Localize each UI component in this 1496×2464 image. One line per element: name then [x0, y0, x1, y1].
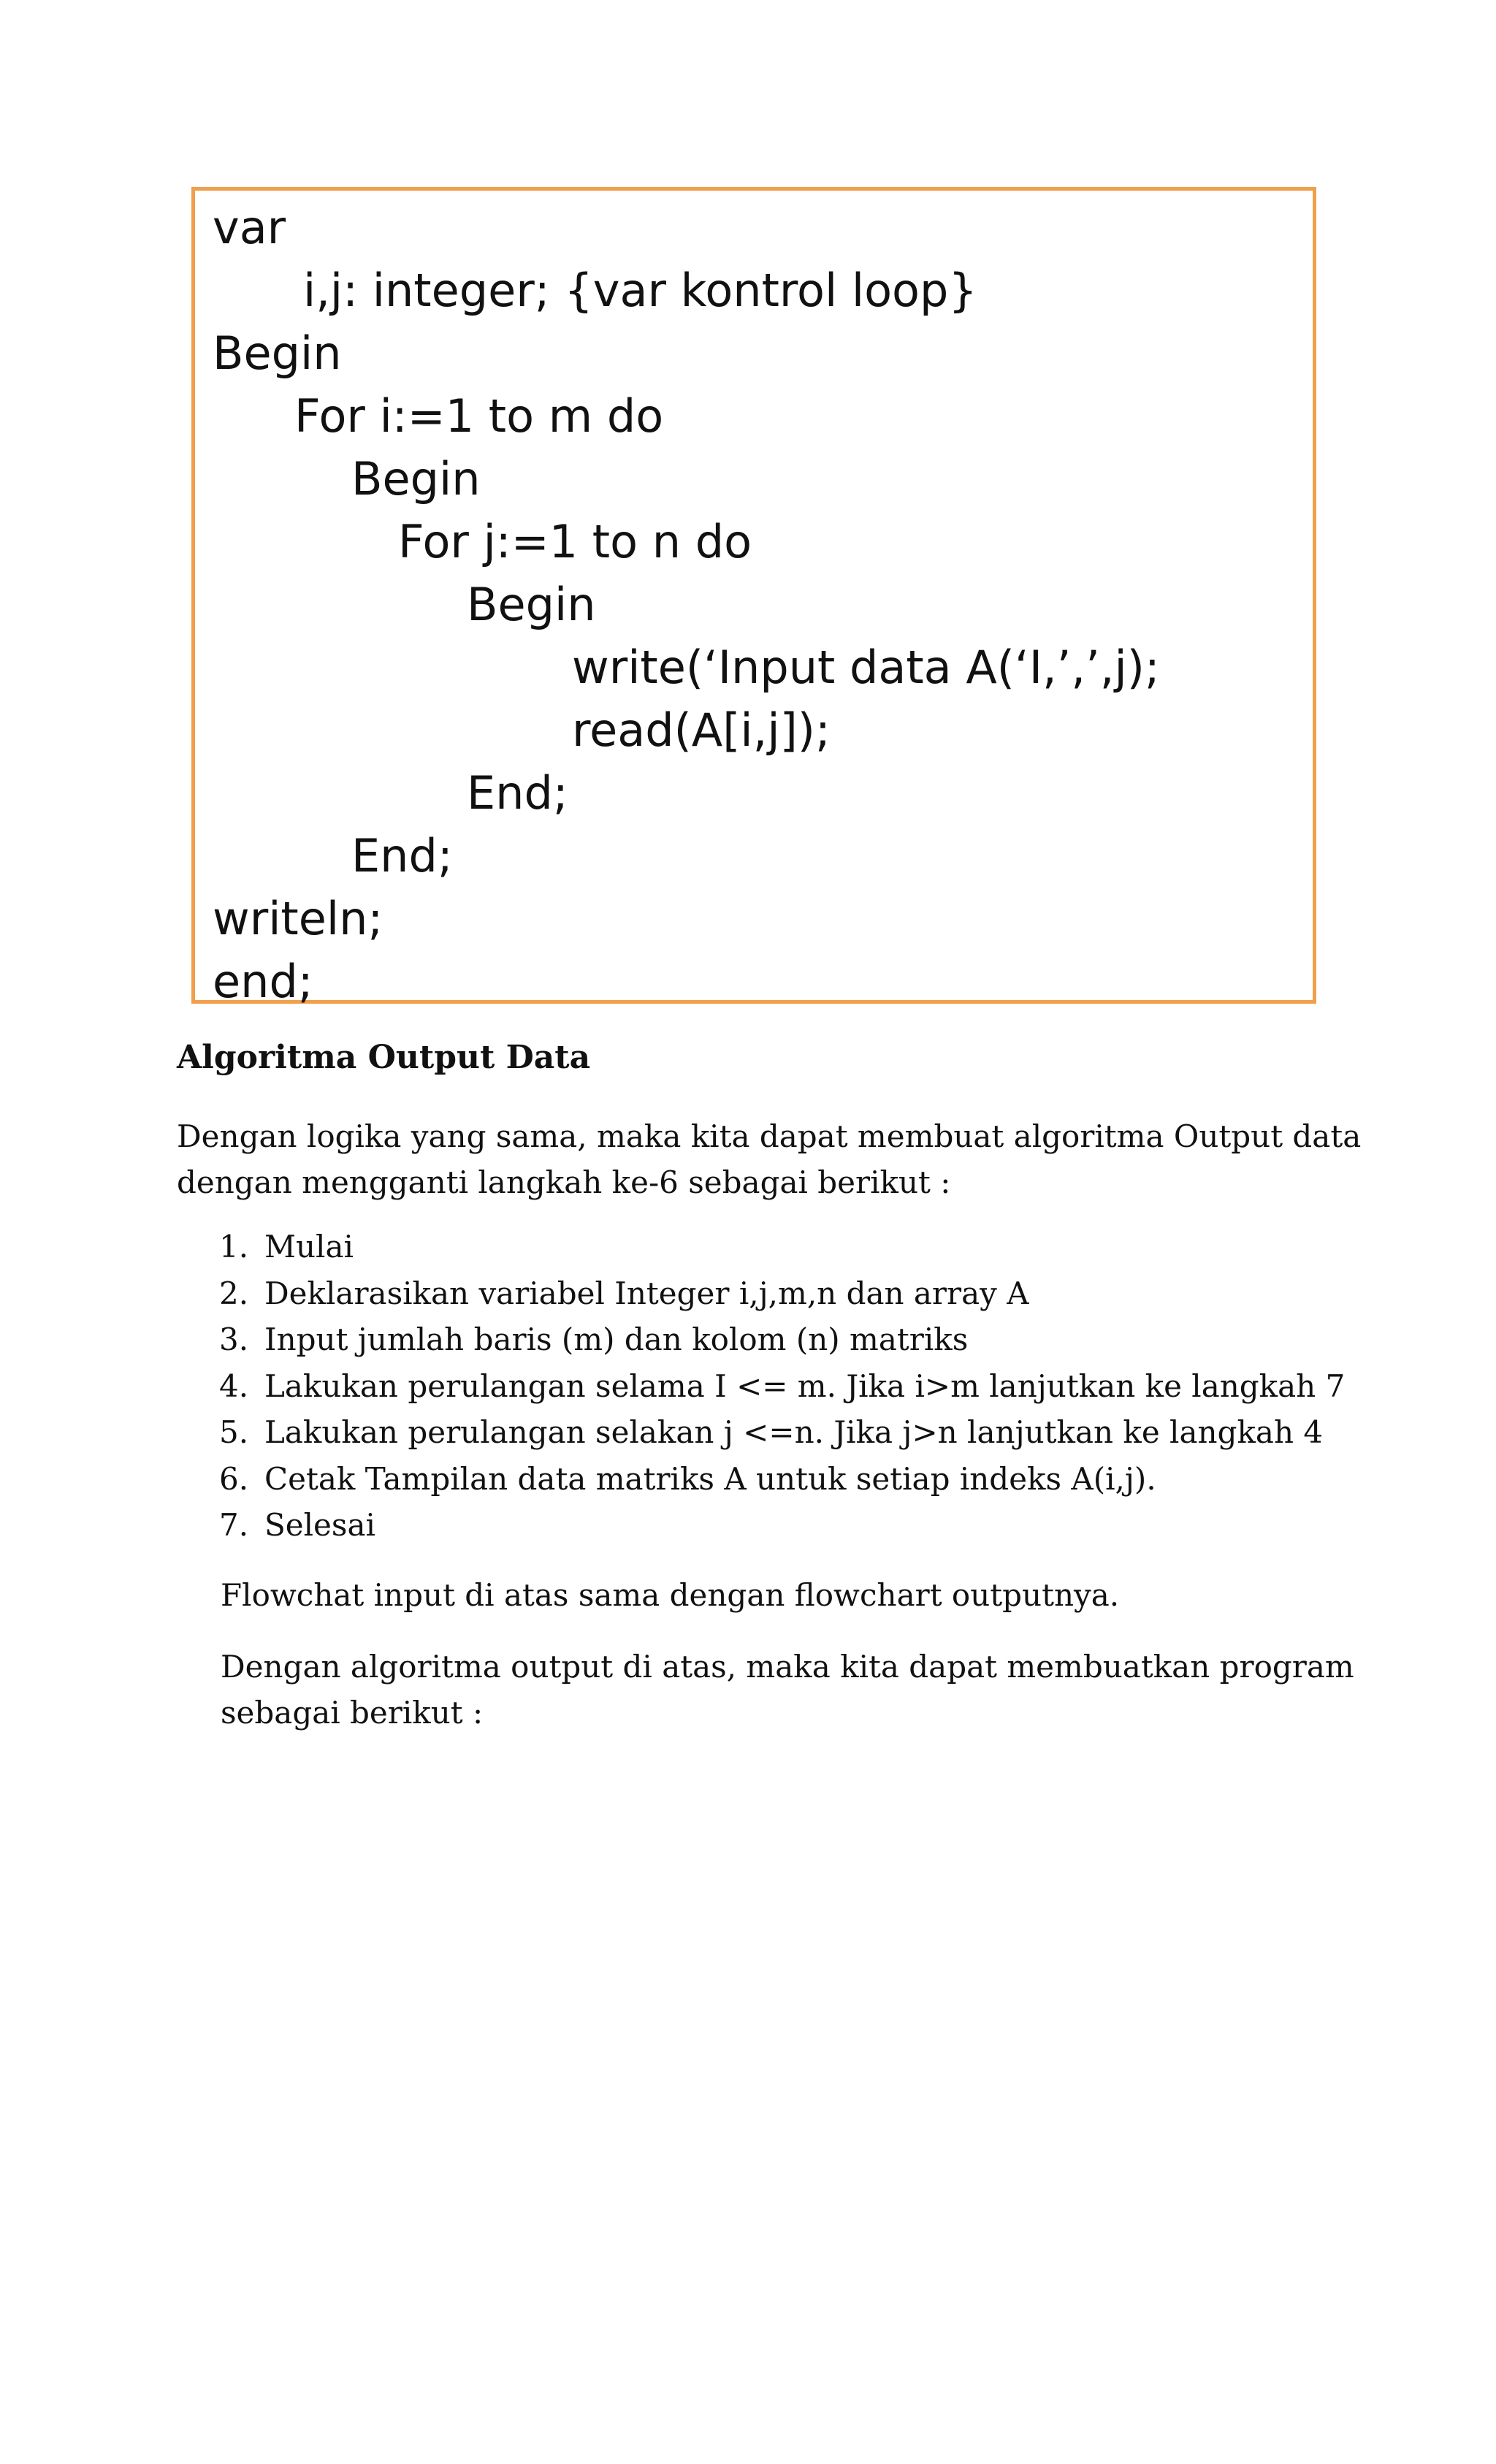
list-item — [219, 1224, 1345, 1270]
step-number: 2. — [219, 1275, 249, 1311]
closing-line: sebagai berikut : — [221, 1695, 484, 1731]
list-item — [219, 1502, 1345, 1549]
step-text: Mulai — [264, 1229, 354, 1265]
list-item — [219, 1363, 1345, 1410]
intro-line: dengan mengganti langkah ke-6 sebagai berikut : — [177, 1164, 951, 1200]
step-number: 5. — [219, 1414, 249, 1450]
code-line: End; — [351, 829, 453, 882]
step-text: Input jumlah baris (m) dan kolom (n) matriks — [264, 1321, 969, 1357]
code-line: Begin — [351, 452, 481, 506]
step-number: 7. — [219, 1507, 249, 1543]
step-text: Deklarasikan variabel Integer i,j,m,n dan array A — [264, 1275, 1029, 1311]
code-line: Begin — [213, 327, 342, 380]
section-heading: Algoritma Output Data — [177, 1039, 591, 1076]
step-number: 1. — [219, 1229, 249, 1265]
step-text: Lakukan perulangan selakan j <=n. Jika j>n lanjutkan ke langkah 4 — [264, 1414, 1324, 1450]
step-number: 6. — [219, 1460, 249, 1497]
step-text: Lakukan perulangan selama I <= m. Jika i>m lanjutkan ke langkah 7 — [264, 1368, 1346, 1404]
intro-line: Dengan logika yang sama, maka kita dapat membuat algoritma Output data — [177, 1118, 1362, 1154]
list-item — [219, 1270, 1345, 1317]
code-line: write(‘Input data A(‘I,’,’,j); — [572, 641, 1160, 694]
code-block — [191, 187, 1316, 1008]
step-number: 3. — [219, 1321, 249, 1357]
code-line: var — [213, 201, 286, 254]
note-paragraph: Flowchat input di atas sama dengan flowchart outputnya. — [221, 1577, 1120, 1613]
step-text: Selesai — [264, 1507, 375, 1543]
steps-list — [219, 1224, 1345, 1549]
step-text: Cetak Tampilan data matriks A untuk setiap indeks A(i,j). — [264, 1460, 1156, 1497]
code-line: read(A[i,j]); — [572, 703, 831, 757]
code-line: End; — [467, 766, 568, 820]
code-line: Begin — [467, 578, 596, 631]
code-line: end; — [213, 955, 313, 1008]
code-line: For j:=1 to n do — [398, 515, 752, 568]
closing-paragraph — [221, 1644, 1354, 1736]
intro-paragraph — [177, 1113, 1361, 1205]
list-item — [219, 1316, 1345, 1363]
code-line: i,j: integer; {var kontrol loop} — [303, 264, 977, 317]
code-line: For i:=1 to m do — [294, 389, 664, 443]
list-item — [219, 1409, 1345, 1456]
step-number: 4. — [219, 1368, 249, 1404]
closing-line: Dengan algoritma output di atas, maka kita dapat membuatkan program — [221, 1649, 1354, 1685]
list-item — [219, 1456, 1345, 1503]
code-line: writeln; — [213, 892, 383, 945]
